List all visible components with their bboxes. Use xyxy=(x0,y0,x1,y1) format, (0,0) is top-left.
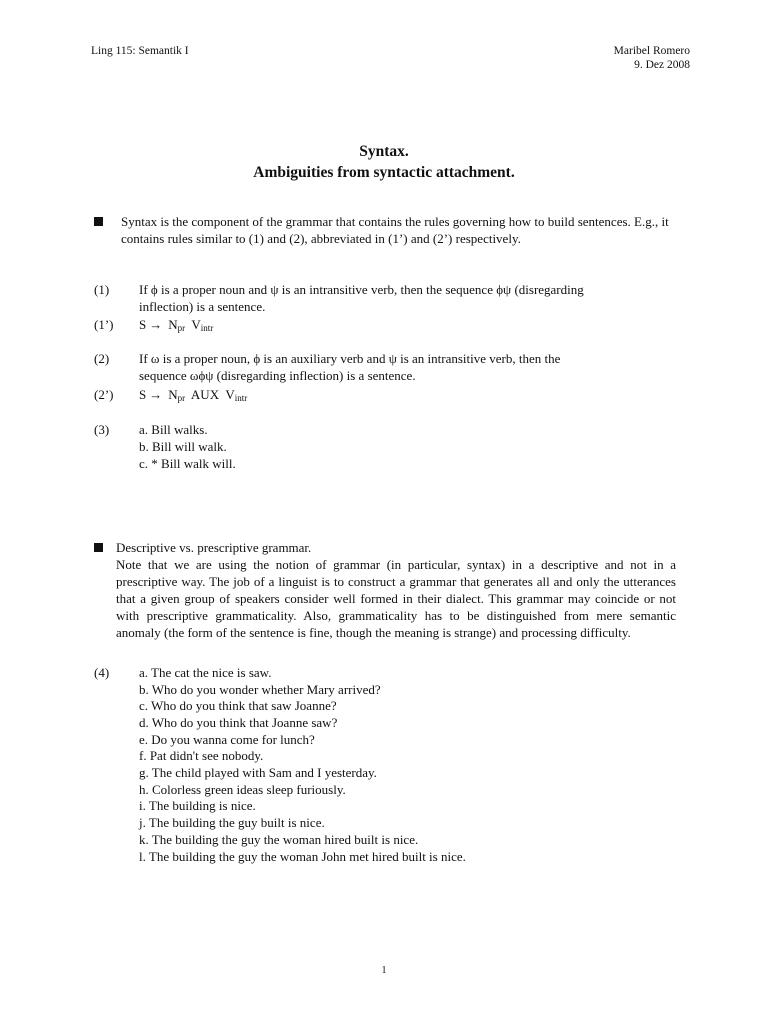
rule-noun: N xyxy=(168,387,178,402)
rewrite-arrow-icon: → xyxy=(149,387,163,402)
example-4-item: c. Who do you think that saw Joanne? xyxy=(139,698,337,713)
rule-noun: N xyxy=(168,317,178,332)
example-4-item: g. The child played with Sam and I yesterday. xyxy=(139,765,377,780)
example-3-item: b. Bill will walk. xyxy=(139,439,227,454)
bullet-square-icon xyxy=(94,543,103,552)
rule-aux: AUX xyxy=(190,387,220,402)
example-2-line-1: If ω is a proper noun, ϕ is an auxiliary verb and ψ is an intransitive verb, then the xyxy=(139,351,561,366)
rule-verb: V xyxy=(225,387,235,402)
rule-1-prime xyxy=(139,316,213,337)
rewrite-arrow-icon: → xyxy=(149,317,163,332)
example-1-line-1: If ϕ is a proper noun and ψ is an intransitive verb, then the sequence ϕψ (disregarding xyxy=(139,282,584,297)
example-1-line-2: inflection) is a sentence. xyxy=(139,299,266,314)
author-name: Maribel Romero xyxy=(613,45,690,57)
rule-lhs: S xyxy=(139,387,147,402)
example-4-item: e. Do you wanna come for lunch? xyxy=(139,732,315,747)
page-title: Syntax. xyxy=(359,143,409,160)
descriptive-paragraph: Note that we are using the notion of grammar (in particular, syntax) in a descriptive and not in a prescriptive way. The job of a linguist is to construct a grammar that generates all and only the utterances that a given group of speakers consider well formed in their dialect. This grammar may coincide or not with prescriptive grammaticality. Also, grammaticality has to be distinguished from mere semantic anomaly (the form of the sentence is fine, though the meaning is strange) and processing difficulty. xyxy=(116,557,676,640)
page-subtitle: Ambiguities from syntactic attachment. xyxy=(253,164,515,181)
example-2-line-2: sequence ωϕψ (disregarding inflection) is a sentence. xyxy=(139,368,416,383)
example-4-item: i. The building is nice. xyxy=(139,798,256,813)
rule-noun-subscript: pr xyxy=(177,393,186,403)
descriptive-heading: Descriptive vs. prescriptive grammar. xyxy=(116,540,312,555)
rule-2-prime xyxy=(139,386,247,407)
example-4-item: j. The building the guy built is nice. xyxy=(139,815,325,830)
example-4-item: k. The building the guy the woman hired built is nice. xyxy=(139,832,419,847)
example-number-1-prime: (1’) xyxy=(94,317,114,332)
example-number-1: (1) xyxy=(94,282,110,297)
example-3-item: c. * Bill walk will. xyxy=(139,456,236,471)
rule-noun-subscript: pr xyxy=(177,323,186,333)
example-4-item: f. Pat didn't see nobody. xyxy=(139,748,264,763)
example-number-2: (2) xyxy=(94,351,110,366)
example-number-4: (4) xyxy=(94,665,110,680)
example-4-item: h. Colorless green ideas sleep furiously. xyxy=(139,782,346,797)
example-4-item: l. The building the guy the woman John met hired built is nice. xyxy=(139,849,466,864)
example-4-item: b. Who do you wonder whether Mary arrived? xyxy=(139,682,381,697)
syntax-definition-paragraph: Syntax is the component of the grammar that contains the rules governing how to build sentences. E.g., it contains rules similar to (1) and (2), abbreviated in (1’) and (2’) respectively. xyxy=(121,214,669,246)
example-4-item: d. Who do you think that Joanne saw? xyxy=(139,715,338,730)
document-date: 9. Dez 2008 xyxy=(634,59,690,71)
page-number: 1 xyxy=(381,965,387,976)
rule-verb-subscript: intr xyxy=(200,323,214,333)
rule-verb-subscript: intr xyxy=(234,393,248,403)
rule-verb: V xyxy=(191,317,201,332)
example-3-item: a. Bill walks. xyxy=(139,422,208,437)
course-name: Ling 115: Semantik I xyxy=(91,45,189,57)
bullet-square-icon xyxy=(94,217,103,226)
example-number-2-prime: (2’) xyxy=(94,387,114,402)
example-number-3: (3) xyxy=(94,422,110,437)
example-4-item: a. The cat the nice is saw. xyxy=(139,665,272,680)
rule-lhs: S xyxy=(139,317,147,332)
